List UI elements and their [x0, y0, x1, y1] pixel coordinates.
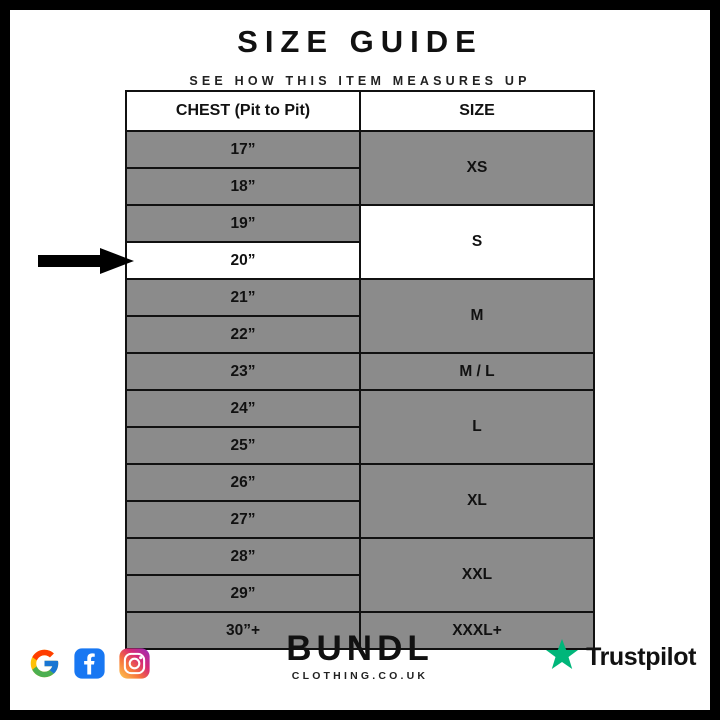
- chest-cell: 18”: [126, 168, 360, 205]
- table-row: [126, 390, 594, 427]
- chest-cell: 24”: [126, 390, 360, 427]
- size-cell: XXL: [360, 538, 594, 612]
- chest-cell: 17”: [126, 131, 360, 168]
- footer: [10, 618, 710, 688]
- size-cell: XXXL+: [360, 612, 594, 649]
- brand-name: BUNDL: [286, 629, 434, 669]
- column-header-chest: CHEST (Pit to Pit): [126, 91, 360, 131]
- table-row: [126, 205, 594, 242]
- table-row: [126, 131, 594, 168]
- table-row: [126, 353, 594, 390]
- arrow-right-icon: [38, 248, 134, 274]
- chest-cell: 26”: [126, 464, 360, 501]
- chest-cell: 23”: [126, 353, 360, 390]
- size-table: [125, 90, 595, 650]
- trustpilot-star-icon: [545, 638, 579, 676]
- chest-cell: 19”: [126, 205, 360, 242]
- size-cell: XS: [360, 131, 594, 205]
- chest-cell: 21”: [126, 279, 360, 316]
- table-header-row: [126, 91, 594, 131]
- chest-cell: 28”: [126, 538, 360, 575]
- size-cell: M / L: [360, 353, 594, 390]
- table-row: [126, 279, 594, 316]
- trustpilot-badge[interactable]: [545, 638, 696, 676]
- chest-cell: 29”: [126, 575, 360, 612]
- chest-cell: 30”+: [126, 612, 360, 649]
- page-title: SIZE GUIDE: [237, 24, 483, 59]
- chest-cell-selected: 20”: [126, 242, 360, 279]
- brand-subtitle: CLOTHING.CO.UK: [291, 670, 429, 682]
- size-table-wrapper: [125, 90, 595, 650]
- chest-cell: 22”: [126, 316, 360, 353]
- page-subtitle: SEE HOW THIS ITEM MEASURES UP: [189, 74, 531, 88]
- trustpilot-label: Trustpilot: [586, 642, 696, 671]
- table-row: [126, 538, 594, 575]
- size-cell: M: [360, 279, 594, 353]
- size-cell-selected: S: [360, 205, 594, 279]
- size-guide-card: [10, 10, 710, 710]
- size-cell: XL: [360, 464, 594, 538]
- chest-cell: 25”: [126, 427, 360, 464]
- size-cell: L: [360, 390, 594, 464]
- column-header-size: SIZE: [360, 91, 594, 131]
- table-row: [126, 464, 594, 501]
- chest-cell: 27”: [126, 501, 360, 538]
